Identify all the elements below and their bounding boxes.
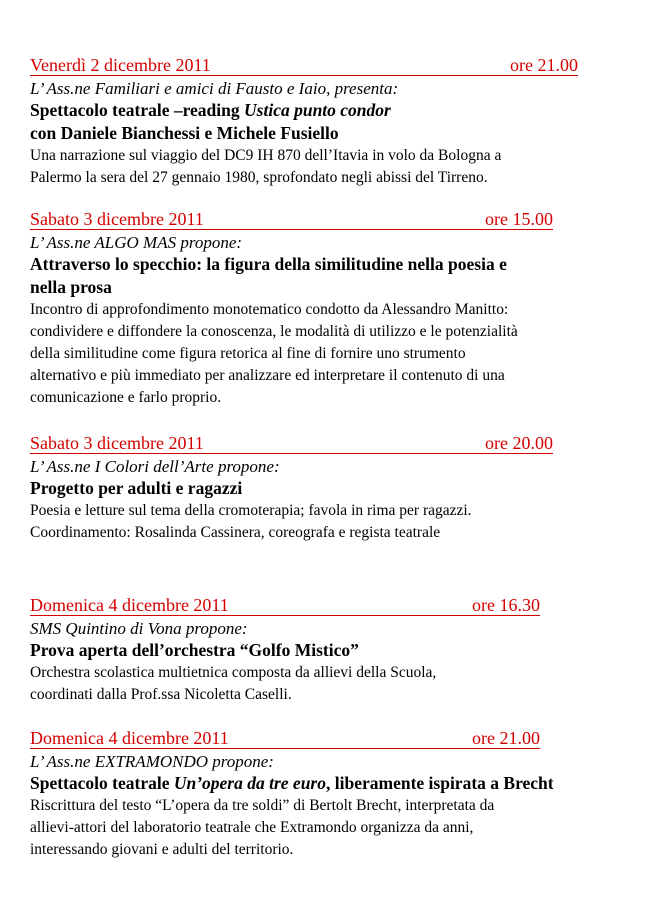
event-organizer: L’ Ass.ne I Colori dell’Arte propone: — [30, 457, 280, 476]
event-description: Una narrazione sul viaggio del DC9 IH 870 dell’Itavia in volo da Bologna a Palermo la sera del 27 gennaio 1980, sprofondato negli abissi del Tirreno. — [30, 147, 502, 186]
event-dateline — [30, 595, 540, 616]
event-date: Sabato 3 dicembre 2011 — [30, 433, 204, 453]
event-description: Incontro di approfondimento monotematico condotto da Alessandro Manitto: condividere e diffondere la conoscenza, le modalità di utilizzo e le potenzialità della similitudine come figura retorica al fine di fornire uno strumento alternativo e più immediato per analizzare ed interpretare il contenuto di una comunicazione e farlo proprio. — [30, 301, 518, 406]
event-4 — [30, 595, 640, 706]
event-title: Prova aperta dell’orchestra “Golfo Mistico” — [30, 640, 359, 660]
event-title: Spettacolo teatrale –reading Ustica punto condor — [30, 100, 391, 120]
event-description: Riscrittura del testo “L’opera da tre soldi” di Bertolt Brecht, interpretata da allievi-attori del laboratorio teatrale che Extramondo organizza da anni, interessando giovani e adulti del territorio. — [30, 797, 495, 858]
event-time: ore 16.30 — [472, 595, 540, 615]
event-description: Orchestra scolastica multietnica composta da allievi della Scuola, coordinati dalla Prof.ssa Nicoletta Caselli. — [30, 664, 437, 703]
event-5 — [30, 728, 640, 861]
event-time: ore 21.00 — [510, 55, 578, 75]
event-date: Domenica 4 dicembre 2011 — [30, 728, 229, 748]
event-title: Progetto per adulti e ragazzi — [30, 478, 243, 498]
event-organizer: L’ Ass.ne ALGO MAS propone: — [30, 233, 243, 252]
event-time: ore 21.00 — [472, 728, 540, 748]
event-1 — [30, 55, 640, 189]
event-dateline — [30, 728, 540, 749]
event-title: Spettacolo teatrale Un’opera da tre euro, liberamente ispirata a Brecht — [30, 773, 554, 793]
event-date: Domenica 4 dicembre 2011 — [30, 595, 229, 615]
event-dateline — [30, 209, 553, 230]
event-description: Poesia e letture sul tema della cromoterapia; favola in rima per ragazzi. Coordinamento: Rosalinda Cassinera, coreografa e regista teatrale — [30, 502, 472, 541]
event-2 — [30, 209, 640, 409]
event-date: Sabato 3 dicembre 2011 — [30, 209, 204, 229]
event-3 — [30, 433, 640, 544]
event-date: Venerdì 2 dicembre 2011 — [30, 55, 211, 75]
event-title-line2: con Daniele Bianchessi e Michele Fusiello — [30, 123, 339, 143]
event-dateline — [30, 433, 553, 454]
event-time: ore 20.00 — [485, 433, 553, 453]
event-time: ore 15.00 — [485, 209, 553, 229]
event-organizer: L’ Ass.ne Familiari e amici di Fausto e Iaio, presenta: — [30, 79, 399, 98]
event-dateline — [30, 55, 578, 76]
event-title: Attraverso lo specchio: la figura della similitudine nella poesia e nella prosa — [30, 254, 507, 297]
event-organizer: SMS Quintino di Vona propone: — [30, 619, 248, 638]
event-organizer: L’ Ass.ne EXTRAMONDO propone: — [30, 752, 274, 771]
